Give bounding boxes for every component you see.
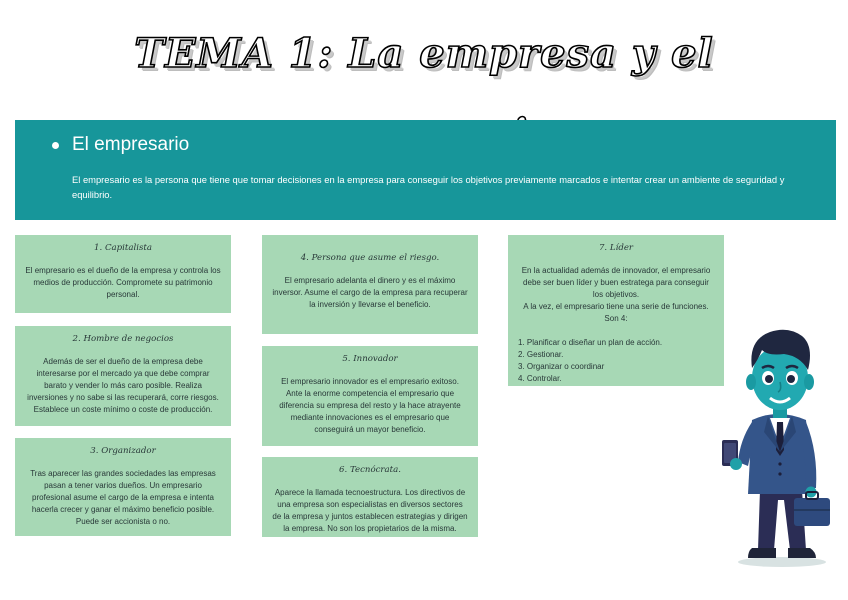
card-text: Tras aparecer las grandes sociedades las empresas pasan a tener varios dueños. Un empresario profesional asume el cargo de la empresa e intenta hacerla crecer y ganar el máximo beneficio posible. Puede ser accionista o no.	[30, 469, 216, 526]
card-lider	[508, 235, 724, 386]
functions-list	[518, 337, 714, 385]
card-organizador	[15, 438, 231, 536]
card-title: 1. Capitalista	[94, 243, 152, 253]
card-text: Aparece la llamada tecnoestructura. Los directivos de una empresa son especialistas en diversos sectores de la empresa y juntos establecen estrategias y dirigen la empresa. No son los propietarios de la misma.	[272, 488, 468, 533]
card-persona-riesgo	[262, 235, 478, 334]
card-text: El empresario adelanta el dinero y es el máximo inversor. Asume el cargo de la empresa para recuperar la inversión y llevarse el beneficio.	[272, 276, 468, 309]
card-text: Además de ser el dueño de la empresa debe interesarse por el mercado ya que debe comprar barato y vender lo más caro posible. Realiza inversiones y no sabe si las recuperará, corre riesgos. Establece un coste mínimo o coste de producción.	[27, 357, 219, 414]
card-text: En la actualidad además de innovador, el empresario debe ser buen líder y buen estratega para conseguir los objetivos.	[521, 266, 711, 299]
card-title: 6. Tecnócrata.	[339, 465, 401, 475]
card-text: El empresario es el dueño de la empresa y controla los medios de producción. Compromete su patrimonio personal.	[25, 266, 221, 299]
card-text: El empresario innovador es el empresario exitoso. Ante la enorme competencia el empresario que diferencia su empresa del resto y la hace atrayente mediante innovaciones es el empresario que conseguirá un mayor beneficio.	[279, 377, 461, 434]
list-item: 4. Controlar.	[518, 374, 562, 383]
list-item: 3. Organizar o coordinar	[518, 362, 605, 371]
bullet-dot-icon	[52, 142, 59, 149]
page-title: TEMA 1: La empresa y el	[134, 30, 714, 77]
card-title: 7. Líder	[598, 243, 634, 253]
banner-text: El empresario es la persona que tiene que tomar decisiones en la empresa para conseguir los objetivos previamente marcados e intentar crear un ambiente de seguridad y equilibrio.	[72, 174, 785, 200]
card-hombre-de-negocios	[15, 326, 231, 426]
card-title: 5. Innovador	[342, 354, 398, 364]
banner-heading: El empresario	[72, 134, 190, 155]
card-title: 3. Organizador	[90, 446, 156, 456]
card-innovador	[262, 346, 478, 446]
card-text-secondary: A la vez, el empresario tiene una serie de funciones. Son 4:	[523, 302, 709, 323]
card-capitalista	[15, 235, 231, 313]
list-item: 2. Gestionar.	[518, 350, 564, 359]
businessman-illustration	[718, 322, 836, 568]
card-title: 2. Hombre de negocios	[72, 334, 174, 344]
list-item: 1. Planificar o diseñar un plan de acción.	[518, 338, 663, 347]
card-title: 4. Persona que asume el riesgo.	[300, 253, 440, 263]
card-tecnocrata	[262, 457, 478, 537]
